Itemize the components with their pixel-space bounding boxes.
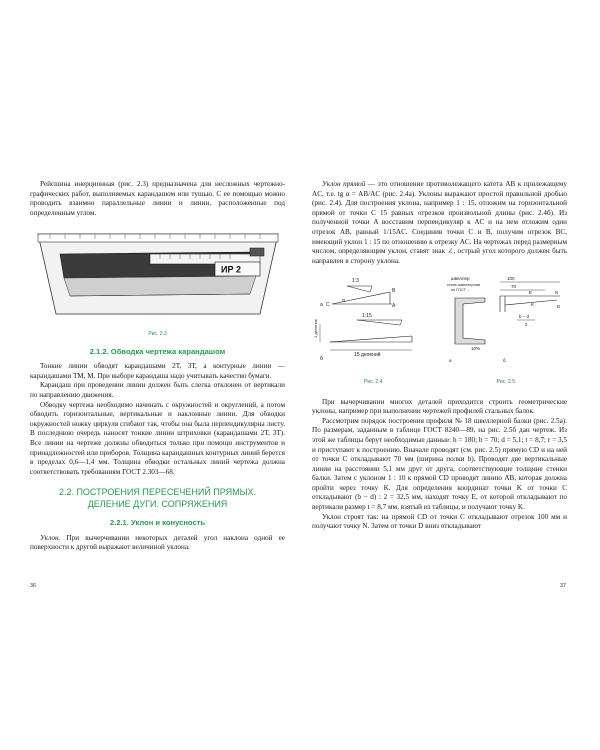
ruler-label: ИР 2 — [221, 264, 241, 275]
dimension-label: 10% — [470, 346, 480, 352]
page-number: 37 — [560, 583, 567, 589]
figure-caption: Рис. 2.5 — [496, 378, 515, 385]
page-number: 36 — [30, 583, 37, 589]
paragraph: Тонкие линии обводят карандашами 2Т, 3Т, а контурные линии — карандашами ТМ, М. При выборе карандаша надо учитывать качество бумаги. — [30, 362, 285, 380]
right-page — [312, 180, 567, 532]
figure-sublabel: а — [320, 302, 323, 309]
paragraph: При вычерчивании многих деталей приходится строить геометрические уклоны, например при выполнении чертежей профилей стальных балок. — [312, 397, 567, 416]
dimension-label: 70 — [510, 284, 516, 290]
paragraph: Рейсшина инерционная (рис. 2.3) предназначена для несложных чертежно-графических работ, выполняемых карандашом или тушью. С ее помощью можно проводить взаимно параллельные линии и линии, расположенные под определенным углом. — [30, 180, 285, 217]
figure-2-5 — [445, 272, 567, 393]
point-label: N — [554, 290, 558, 296]
paragraph: Обводку чертежа необходимо начинать с окружностей и округлений, а потом обводить горизонтальные, вертикальные и наклонные линии. Для обводки окружностей ножку циркуля сгибают так, чтобы она была перпендикулярна листу. В последнюю очередь наносят тонкие линии штриховки (карандашами 2Т, 3Т). Все линии на чертеже должны обводиться только при помощи инструментов и принадлежностей или приборов. Толщина карандашных контурных линий берется в пределах 0,6—1,4 мм. Толщина обводки остальных линий чертежа должна соответствовать требованиям ГОСТ 2.303—68. — [30, 400, 285, 476]
ratio-label: 1:15 — [362, 313, 372, 320]
paragraph — [30, 534, 285, 553]
paragraph: Карандаш при проведении линии должен быть слегка отклонен от вертикали по направлению движения. — [30, 381, 285, 399]
division-label: 1 деление — [313, 319, 318, 339]
paragraph-text: При вычерчивании некоторых деталей угол наклона одной ее поверхности к другой выражают величиной уклона. — [30, 533, 285, 552]
drafting-machine-illustration — [30, 224, 285, 324]
dimension-label: b – d — [518, 314, 529, 320]
term: Уклон. — [40, 533, 61, 542]
figure-sublabel: а — [448, 358, 452, 364]
paragraph-text: — это отношение противолежащего катета AB к прилежащему AC, т.е. tg α = AB/AC (рис. 2.4а). Уклоны выражают простой правильной дробью (рис. 2.4). Для построения уклона, например 1 : 15, отложим на горизонтальной прямой от точки C 15 равных отрезков произвольной длины (рис. 2.4б). Из полученной точки A восставим перпендикуляр к AC и на нем отложим один отрезок AB, равный 1/15AC. Соединив точки C и B, получим отрезок BC, имеющий уклон 1 : 15 по отношению к отрезку AC. На чертежах перед размерным числом, определяющим уклон, ставят знак ∠, острый угол которого должен быть направлен в сторону уклона. — [312, 180, 567, 265]
profile-label: сталь швеллерная — [446, 283, 480, 288]
profile-label: по ГОСТ ... — [450, 288, 470, 293]
paragraph: Уклон строят так: на прямой CD от точки C откладывают отрезок 100 мм и получают точку N. Затем от точки D вниз откладывают — [312, 512, 567, 531]
angle-label: α — [342, 298, 345, 305]
section-heading: 2.2.1. Уклон и конусность — [109, 518, 206, 528]
paragraph — [312, 180, 567, 266]
point-label: A — [392, 303, 396, 310]
left-page — [30, 180, 285, 553]
dimension-label: 100 — [506, 276, 515, 282]
figure-caption: Рис. 2.4 — [364, 378, 383, 385]
dimension-label: 2 — [524, 322, 528, 328]
figure-2-4 — [312, 272, 434, 393]
figure-sublabel: б — [502, 358, 506, 364]
point-label: B — [392, 288, 396, 295]
figure-sublabel: б — [320, 356, 323, 363]
paragraph: Рассмотрим порядок построения профиля № 18 швеллерной балки (рис. 2.5а). По размерам, заданным в таблице ГОСТ 8240—89, на рис. 2.5б дан чертеж. Из этой же таблицы берут необходимые данные: h = 180; b = 70; d = 5,1; t = 8,7; r = 3,5 и приступают к построению. Вначале проводят (см. рис. 2.5) прямую CD и на ней от точки C откладывают 70 мм (ширина полки b). Проводят две вертикальные линии на расстоянии 5,1 мм друг от друга, соответствующие толщине стенки балки. Затем с уклоном 1 : 10 к прямой CD проводят линию AB, которая должна пройти через точку K. Для определения координат точки K от точки C откладывают (b − d) : 2 = 32,5 мм, находят точку E, от которой откладывают по вертикали размер t = 8,7 мм, взятый из таблицы, и получают точку K. — [312, 416, 567, 512]
figure-caption: Рис. 2.3 — [148, 330, 167, 337]
point-label: K — [530, 302, 534, 308]
point-label: C — [326, 302, 330, 309]
term: Уклон прямой — [322, 180, 366, 188]
point-label: D — [556, 304, 560, 310]
divisions-label: 15 делений — [354, 352, 381, 359]
figure-2-3 — [30, 224, 285, 339]
point-label: E — [528, 290, 532, 296]
profile-label: швеллер — [450, 276, 470, 282]
section-heading: 2.1.2. Обводка чертежа карандашом — [89, 346, 226, 356]
ratio-label: 1:3 — [352, 278, 359, 285]
slope-diagram — [312, 272, 434, 372]
figures-row — [312, 272, 567, 393]
chapter-heading — [30, 486, 285, 510]
chapter-heading-line: 2.2. ПОСТРОЕНИЯ ПЕРЕСЕЧЕНИЙ ПРЯМЫХ. — [58, 487, 257, 498]
chapter-heading-line: ДЕЛЕНИЕ ДУГИ. СОПРЯЖЕНИЯ — [87, 499, 228, 510]
channel-profile-diagram — [445, 272, 567, 372]
